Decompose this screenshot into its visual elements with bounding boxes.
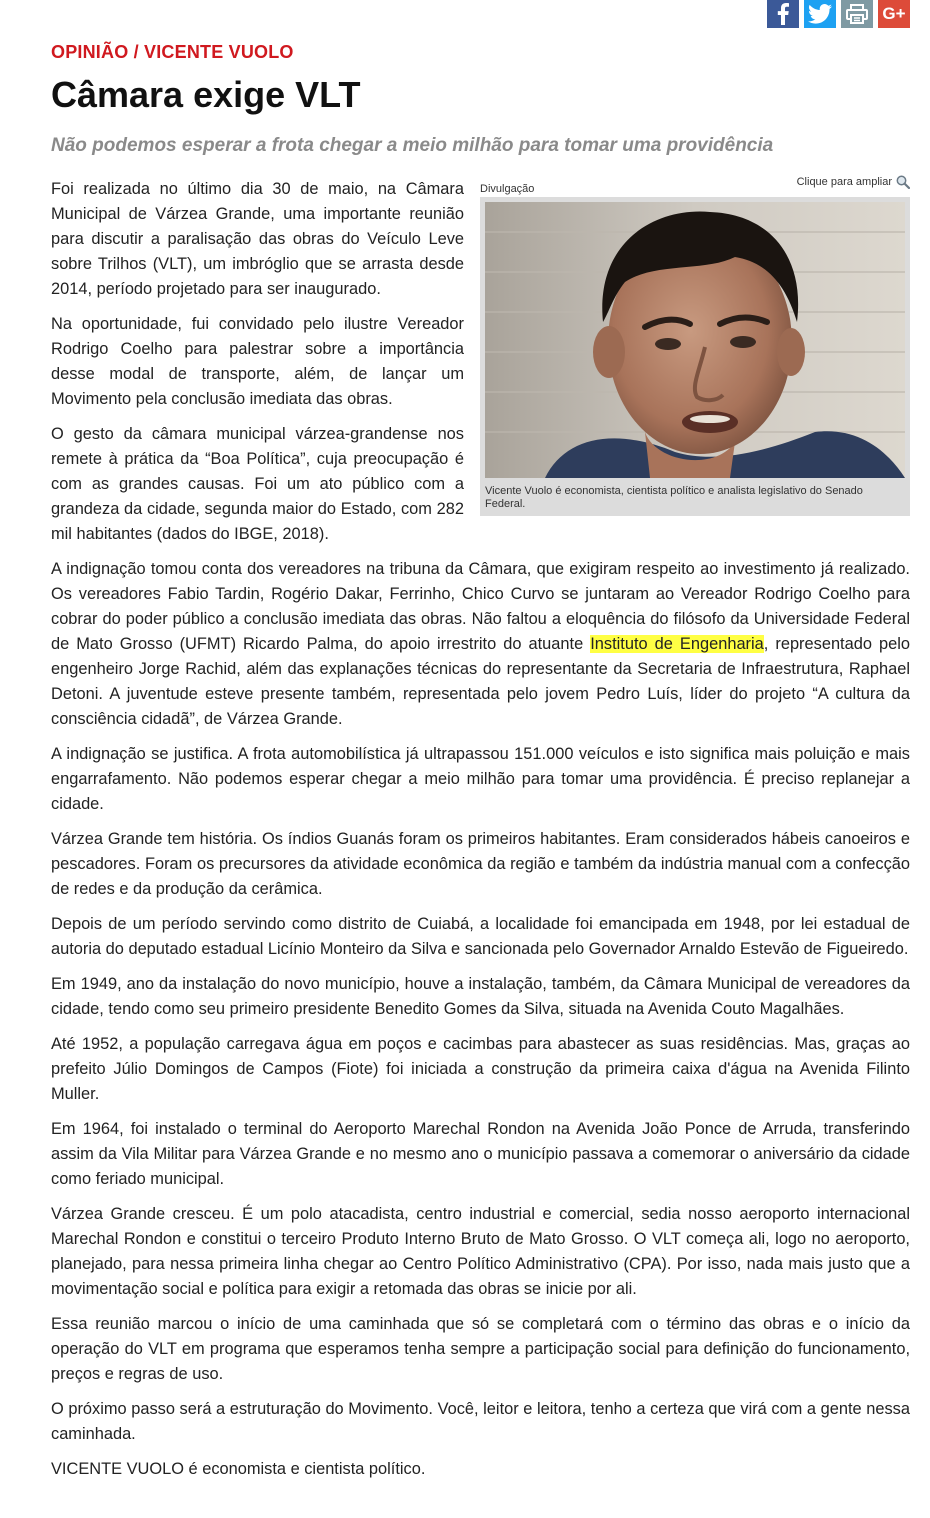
author-bio: VICENTE VUOLO é economista e cientista político. [51,1460,426,1478]
paragraph-text: A indignação tomou conta dos vereadores na tribuna da Câmara, que exigiram respeito ao investimento já realizado. Os vereadores Fabio Tardin, Rogério Dakar, Ferrinho, Chico Curvo se juntaram ao Vereador Rodrigo Coelho para cobrar do poder público a conclusão imediata das obras. Não faltou a eloquência do filósofo da Universidade Federal de Mato Grosso (UFMT) Ricardo Palma, do apoio irrestrito do atuante [51,560,910,653]
article-subtitle: Não podemos esperar a frota chegar a meio milhão para tomar uma providência [51,135,774,156]
article-body [51,177,910,1482]
article-figure [480,176,910,516]
print-button[interactable] [841,0,873,28]
paragraph: O gesto da câmara municipal várzea-grandense nos remete à prática da “Boa Política”, cuja preocupação é com as grandes causas. Foi um ato público com a grandeza da cidade, segunda maior do Estado, com 282 mil habitantes (dados do IBGE, 2018). [51,425,464,543]
paragraph: A indignação se justifica. A frota automobilística já ultrapassou 151.000 veículos e isto significa mais poluição e mais engarrafamento. Não podemos esperar chegar a meio milhão para tomar uma providência. É preciso replanejar a cidade. [51,745,910,813]
paragraph: Em 1964, foi instalado o terminal do Aeroporto Marechal Rondon na Avenida João Ponce de Arruda, transferindo assim da Vila Militar para Várzea Grande e no mesmo ano o município passava a comemorar o aniversário da cidade como feriado municipal. [51,1120,910,1188]
figure-header [480,176,910,197]
figure-frame [480,197,910,516]
author-photo[interactable] [485,202,905,478]
paragraph-with-link [51,557,910,732]
google-plus-icon: G+ [882,4,906,23]
magnifier-icon [896,175,910,189]
photo-credit: Divulgação [480,183,535,195]
article-kicker[interactable]: OPINIÃO / VICENTE VUOLO [51,42,294,62]
twitter-share-button[interactable] [804,0,836,28]
share-bar [767,0,910,28]
twitter-icon [808,4,832,24]
paragraph: Essa reunião marcou o início de uma caminhada que só se completará com o término das obras e o início da operação do VLT em programa que esperamos tenha sempre a participação social para definição do funcionamento, preços e regras de uso. [51,1315,910,1383]
printer-icon [846,4,868,24]
paragraph: Na oportunidade, fui convidado pelo ilustre Vereador Rodrigo Coelho para palestrar sobre a importância desse modal de transporte, além, de lançar um Movimento pela conclusão imediata das obras. [51,315,464,408]
paragraph: Foi realizada no último dia 30 de maio, na Câmara Municipal de Várzea Grande, uma importante reunião para discutir a paralisação das obras do Veículo Leve sobre Trilhos (VLT), um imbróglio que se arrasta desde 2014, período projetado para ser inaugurado. [51,180,464,298]
photo-caption: Vicente Vuolo é economista, cientista político e analista legislativo do Senado Federal. [485,485,863,510]
paragraph: O próximo passo será a estruturação do Movimento. Você, leitor e leitora, tenho a certeza que virá com a gente nessa caminhada. [51,1400,910,1443]
paragraph: Depois de um período servindo como distrito de Cuiabá, a localidade foi emancipada em 1948, por lei estadual de autoria do deputado estadual Licínio Monteiro da Silva e sancionada pelo Governador Arnaldo Estevão de Figueiredo. [51,915,910,958]
paragraph: Em 1949, ano da instalação do novo município, houve a instalação, também, da Câmara Municipal de vereadores da cidade, tendo como seu primeiro presidente Benedito Gomes da Silva, situada na Avenida Couto Magalhães. [51,975,910,1018]
paragraph: Várzea Grande cresceu. É um polo atacadista, centro industrial e comercial, sedia nosso aeroporto internacional Marechal Rondon e constitui o terceiro Produto Interno Bruto de Mato Grosso. O VLT começa ali, logo no aeroporto, planejado, para nessa primeira linha chegar ao Centro Político Administrativo (CPA). Por isso, nada mais justo que a movimentação social e política para exigir a retomada das obras se inicie por ali. [51,1205,910,1298]
google-plus-share-button[interactable] [878,0,910,28]
instituto-engenharia-link[interactable]: Instituto de Engenharia [590,635,764,653]
zoom-link[interactable] [797,175,910,189]
article [51,40,910,1492]
zoom-label: Clique para ampliar [796,176,892,188]
paragraph: Várzea Grande tem história. Os índios Guanás foram os primeiros habitantes. Eram considerados hábeis canoeiros e pescadores. Foram os precursores da atividade econômica da região e também da indústria manual com a confecção de redes e da produção da cerâmica. [51,830,910,898]
article-headline: Câmara exige VLT [51,74,361,115]
facebook-share-button[interactable] [767,0,799,28]
paragraph: Até 1952, a população carregava água em poços e cacimbas para abastecer as suas residências. Mas, graças ao prefeito Júlio Domingos de Campos (Fiote) foi iniciada a construção da primeira caixa d'água na Avenida Filinto Muller. [51,1035,910,1103]
facebook-icon [776,3,790,25]
paragraph-text: , representado pelo engenheiro Jorge Rachid, além das explanações técnicas do representante da Secretaria de Infraestrutura, Raphael Detoni. A juventude esteve presente também, representada pelo jovem Pedro Luís, líder do projeto “A cultura da consciência cidadã”, de Várzea Grande. [51,635,910,728]
